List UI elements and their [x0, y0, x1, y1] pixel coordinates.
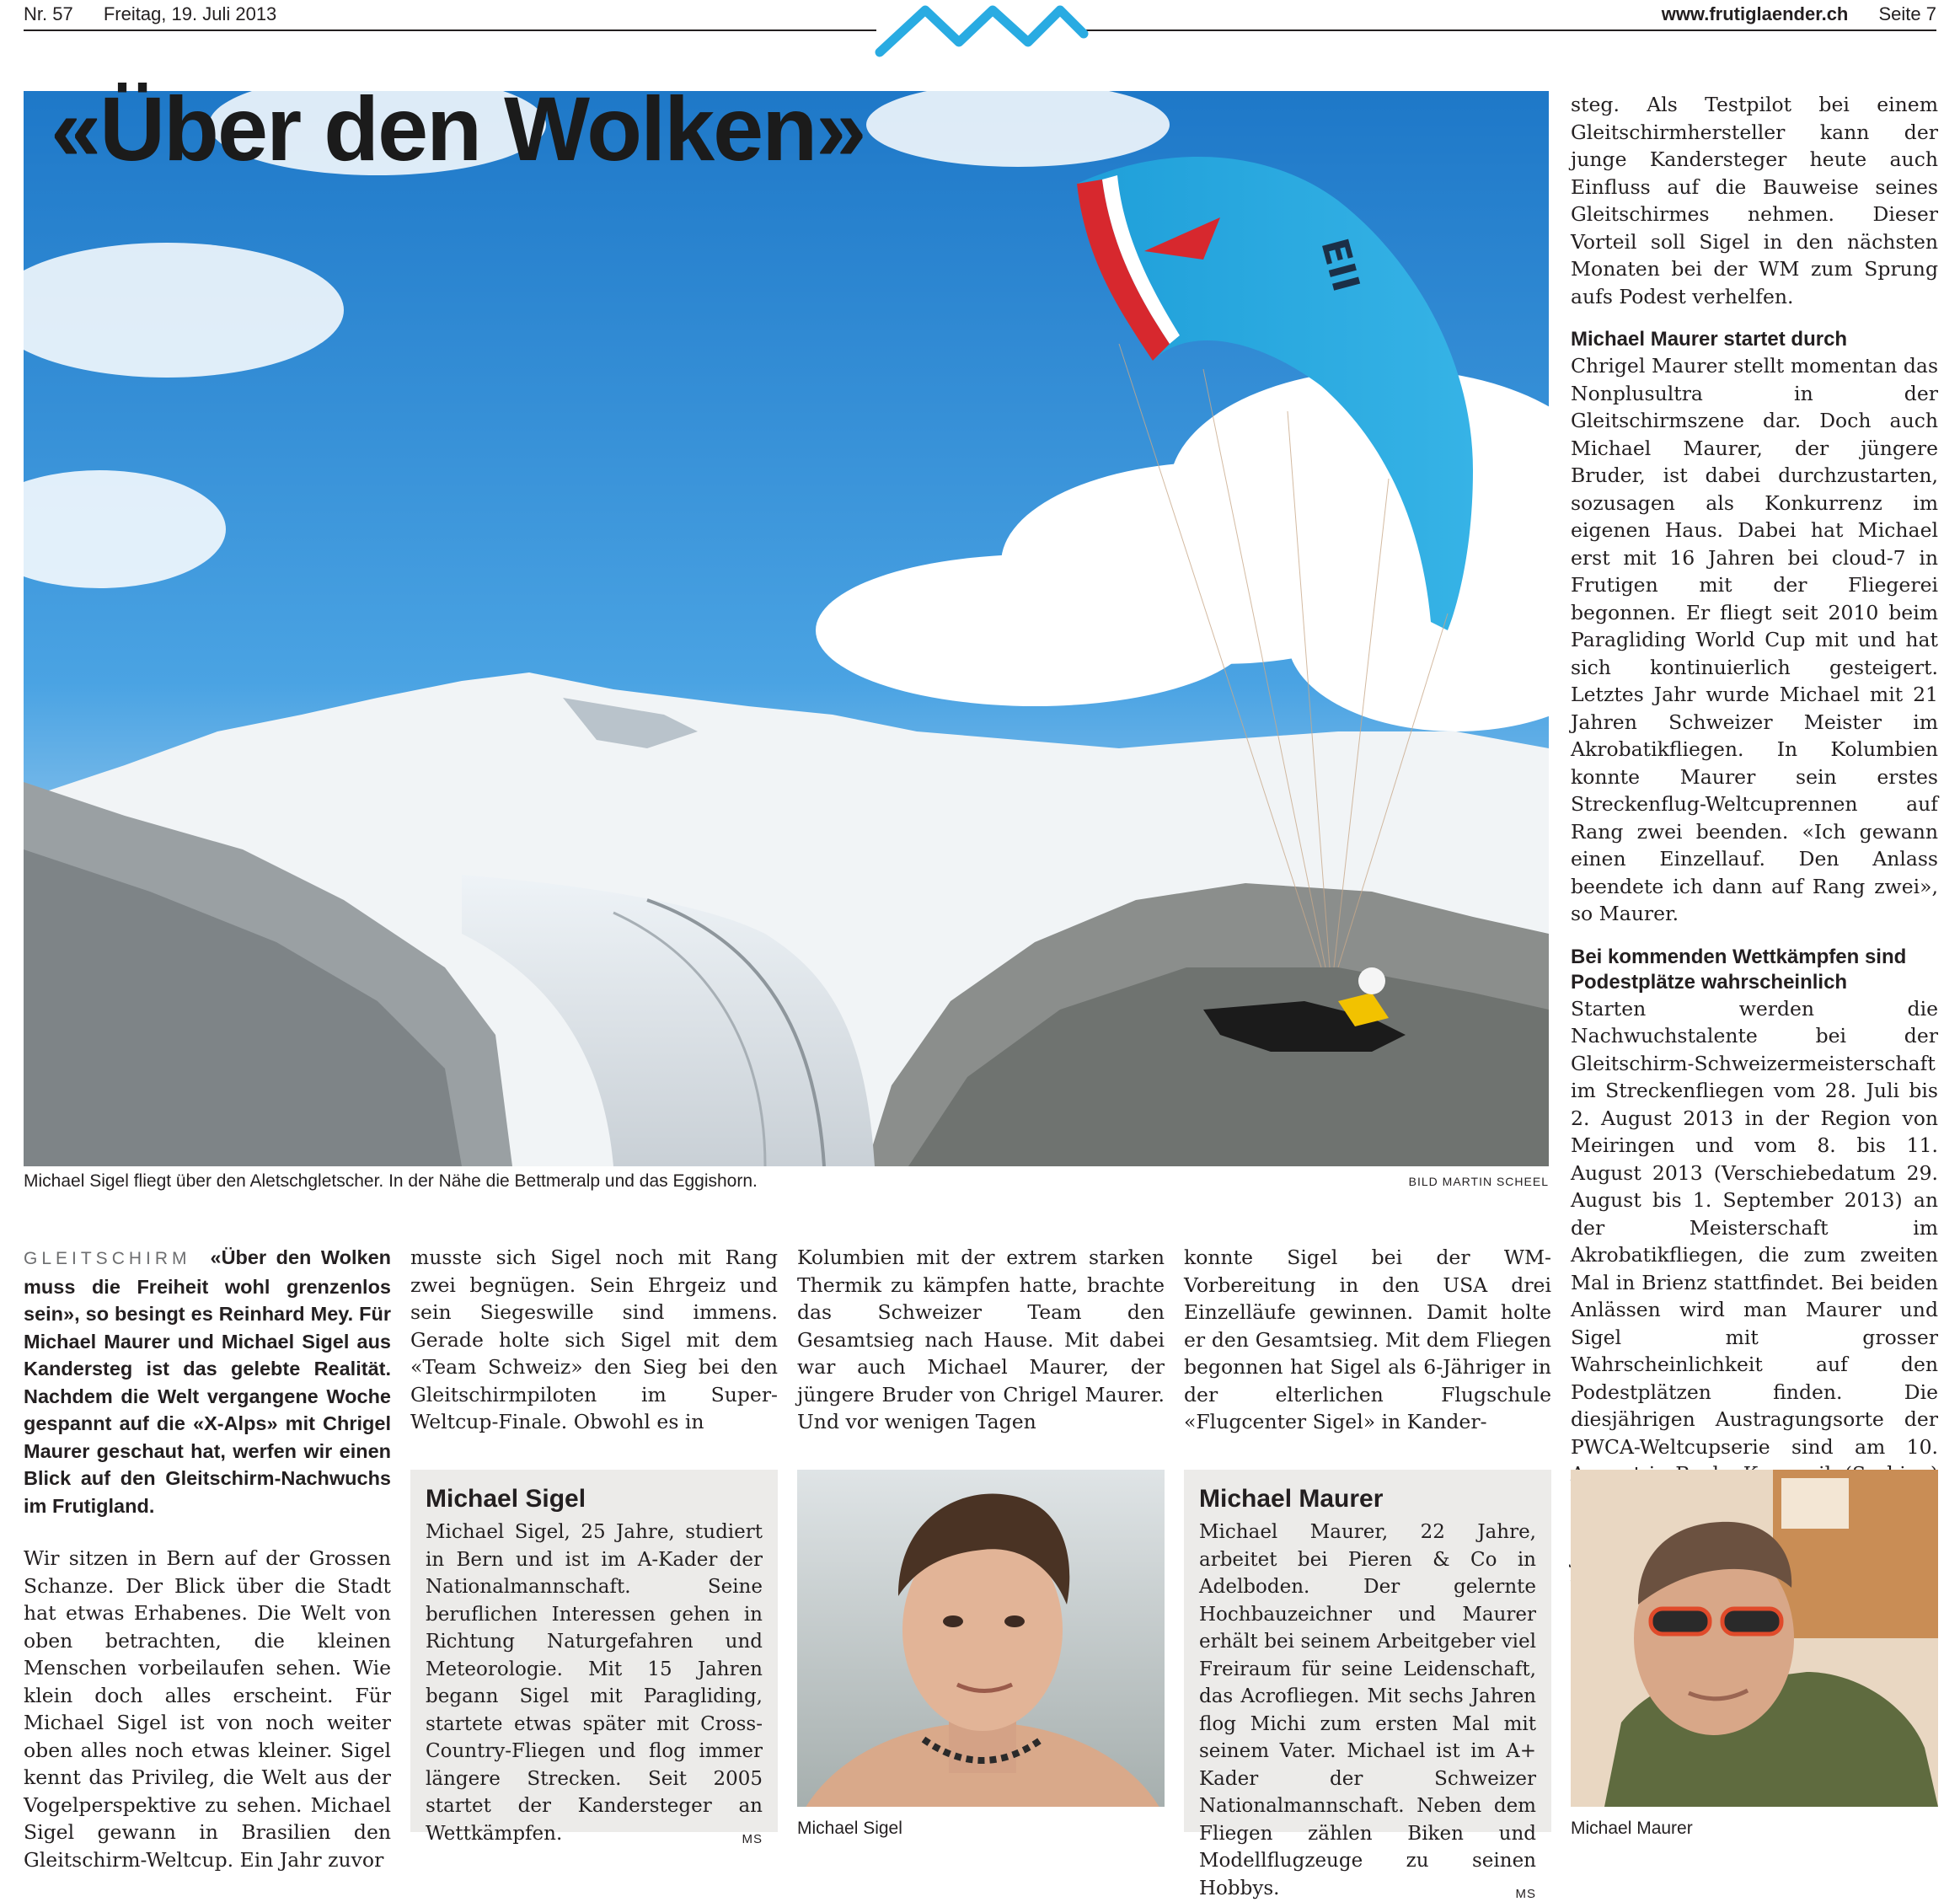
masthead-right — [1662, 3, 1936, 25]
body-paragraph: Chrigel Maurer stellt momentan das Nonplusultra in der Gleitschirmszene dar. Doch auch Michael Maurer, der jüngere Bruder, ist dabei durchzustarten, sozusagen als Konkurrenz im eigenen Haus. Dabei hat Michael erst mit 16 Jahren bei cloud-7 in Frutigen mit der Fliegerei begonnen. Er fliegt seit 2010 beim Paragliding World Cup mit und hat sich kontinuierlich gesteigert. Letztes Jahr wurde Michael mit 21 Jahren Schweizer Meister im Akrobatikfliegen. In Kolumbien konnte Maurer sein erstes Streckenflug-Weltcuprennen auf Rang zwei beenden. «Ich gewann einen Einzellauf. Den Anlass beendete ich dann auf Rang zwei», so Maurer. — [1571, 354, 1938, 925]
kicker: GLEITSCHIRM — [24, 1249, 191, 1268]
lead-paragraph: «Über den Wolken muss die Freiheit wohl grenzenlos sein», so besingt es Reinhard Mey. Für Michael Maurer und Michael Sigel aus Kandersteg ist das gelebte Realität. Nachdem die Welt vergangene Woche gespannt auf die «X-Alps» mit Chrigel Maurer geschaut hat, werfen wir einen Blick auf den Gleitschirm-Nachwuchs im Frutigland. — [24, 1246, 391, 1517]
body-paragraph: musste sich Sigel noch mit Rang zwei begnügen. Sein Ehrgeiz und sein Siegeswille sind immens. Gerade holte sich Sigel mit dem «Team Schweiz» den Sieg bei den Gleitschirmpiloten im Super-Weltcup-Finale. Obwohl es in — [410, 1246, 778, 1433]
infobox-title: Michael Maurer — [1199, 1485, 1384, 1513]
infobox-text: Michael Sigel, 25 Jahre, studiert in Bern und ist im A-Kader der Nationalmannschaft. Seine beruflichen Interessen gehen in Richtung Naturgefahren und Meteorologie. Mit 15 Jahren begann Sigel mit Paragliding, startete etwas später mit Cross-Country-Fliegen und flog immer längere Strecken. Seit 2005 startet der Kandersteger an Wettkämpfen. — [426, 1521, 763, 1845]
portrait-sigel — [797, 1470, 1165, 1807]
infobox-text: Michael Maurer, 22 Jahre, arbeitet bei Pieren & Co in Adelboden. Der gelernte Hochbauzeichner und Maurer erhält bei seinem Arbeitgeber viel Freiraum für seine Leidenschaft, das Acrofliegen. Mit sechs Jahren flog Michi zum ersten Mal mit seinem Vater. Michael ist im A+ Kader der Schweizer Nationalmannschaft. Neben dem Fliegen zählen Biken und Modellflugzeuge zu seinen Hobbys. — [1199, 1521, 1536, 1899]
portrait-maurer — [1571, 1470, 1938, 1807]
svg-text:EII: EII — [1312, 233, 1368, 297]
page-number: Seite 7 — [1878, 3, 1936, 24]
infobox-sigel — [410, 1470, 778, 1846]
body-paragraph: Starten werden die Nachwuchstalente bei der Gleitschirm-Schweizermeisterschaft im Streckenfliegen vom 28. Juli bis 2. August 2013 in der Region von Meiringen und vom 8. bis 11. August 2013 (Verschiebedatum 29. August bis 1. September 2013) an der Meisterschaft im Akrobatikfliegen, die zum zweiten Mal in Brienz stattfindet. Bei beiden Anlässen wird man Maurer und Sigel mit grosser Wahrscheinlichkeit auf den Podestplätzen finden. Die diesjährigen Austragungsorte der PWCA-Weltcupserie sind am 10. — [1571, 996, 1938, 1459]
subheading: Bei kommenden Wettkämpfen sind Podestplätze wahrscheinlich — [1571, 945, 1907, 994]
body-paragraph: konnte Sigel bei der WM-Vorbereitung in den USA drei Einzelläufe gewinnen. Damit holte er den Gesamtsieg. Mit dem Fliegen begonnen hat Sigel als 6-Jähriger in der elterlichen Flugschule «Flugcenter Sigel» in Kander- — [1184, 1246, 1551, 1433]
mountain-logo-icon — [873, 0, 1089, 61]
column-3 — [797, 1244, 1165, 1436]
header-rule-right — [1085, 29, 1936, 31]
subheading: Michael Maurer startet durch — [1571, 328, 1848, 351]
hero-photo — [24, 91, 1549, 1166]
header-rule-left — [24, 29, 876, 31]
column-4 — [1184, 1244, 1551, 1436]
photo-credit: BILD MARTIN SCHEEL — [1408, 1175, 1549, 1188]
infobox-initials: MS — [742, 1832, 763, 1846]
body-paragraph: steg. Als Testpilot bei einem Gleitschirmhersteller kann der junge Kandersteger heute auch Einfluss auf die Bauweise seines Gleitschirmes nehmen. Dieser Vorteil soll Sigel in den nächsten Monaten bei der WM zum Sprung aufs Podest verhelfen. — [1571, 93, 1938, 308]
infobox-initials: MS — [1515, 1887, 1536, 1901]
infobox-title: Michael Sigel — [426, 1485, 586, 1513]
column-2 — [410, 1244, 778, 1436]
body-paragraph: Wir sitzen in Bern auf der Grossen Schanze. Der Blick über die Stadt hat etwas Erhabenes. Die Welt von oben betrachten, die kleinen Menschen vorbeilaufen sehen. Wie klein doch alles erscheint. Für Michael Sigel ist von noch weiter oben alles noch etwas kleiner. Sigel kennt das Privileg, die Welt aus der Vogelperspektive zu sehen. Michael Sigel gewann in Brasilien den Gleitschirm-Weltcup. Ein Jahr zuvor — [24, 1546, 391, 1872]
column-5 — [1571, 91, 1938, 1654]
masthead-left — [24, 3, 302, 25]
website-link[interactable]: www.frutiglaender.ch — [1661, 3, 1849, 24]
infobox-maurer — [1184, 1470, 1551, 1901]
photo-caption: Michael Sigel fliegt über den Aletschgletscher. In der Nähe die Bettmeralp und das Eggishorn. — [24, 1171, 758, 1191]
portrait-caption: Michael Sigel — [797, 1819, 902, 1838]
portrait-caption: Michael Maurer — [1571, 1819, 1693, 1838]
body-paragraph: Kolumbien mit der extrem starken Thermik zu kämpfen hatte, brachte das Schweizer Team den Gesamtsieg nach Hause. Mit dabei war auch Michael Maurer, der jüngere Bruder von Chrigel Maurer. Und vor wenigen Tagen — [797, 1246, 1165, 1433]
headline: «Über den Wolken» — [51, 78, 865, 179]
column-1 — [24, 1244, 391, 1873]
issue-number: Nr. 57 — [24, 3, 73, 24]
issue-date: Freitag, 19. Juli 2013 — [103, 3, 277, 24]
